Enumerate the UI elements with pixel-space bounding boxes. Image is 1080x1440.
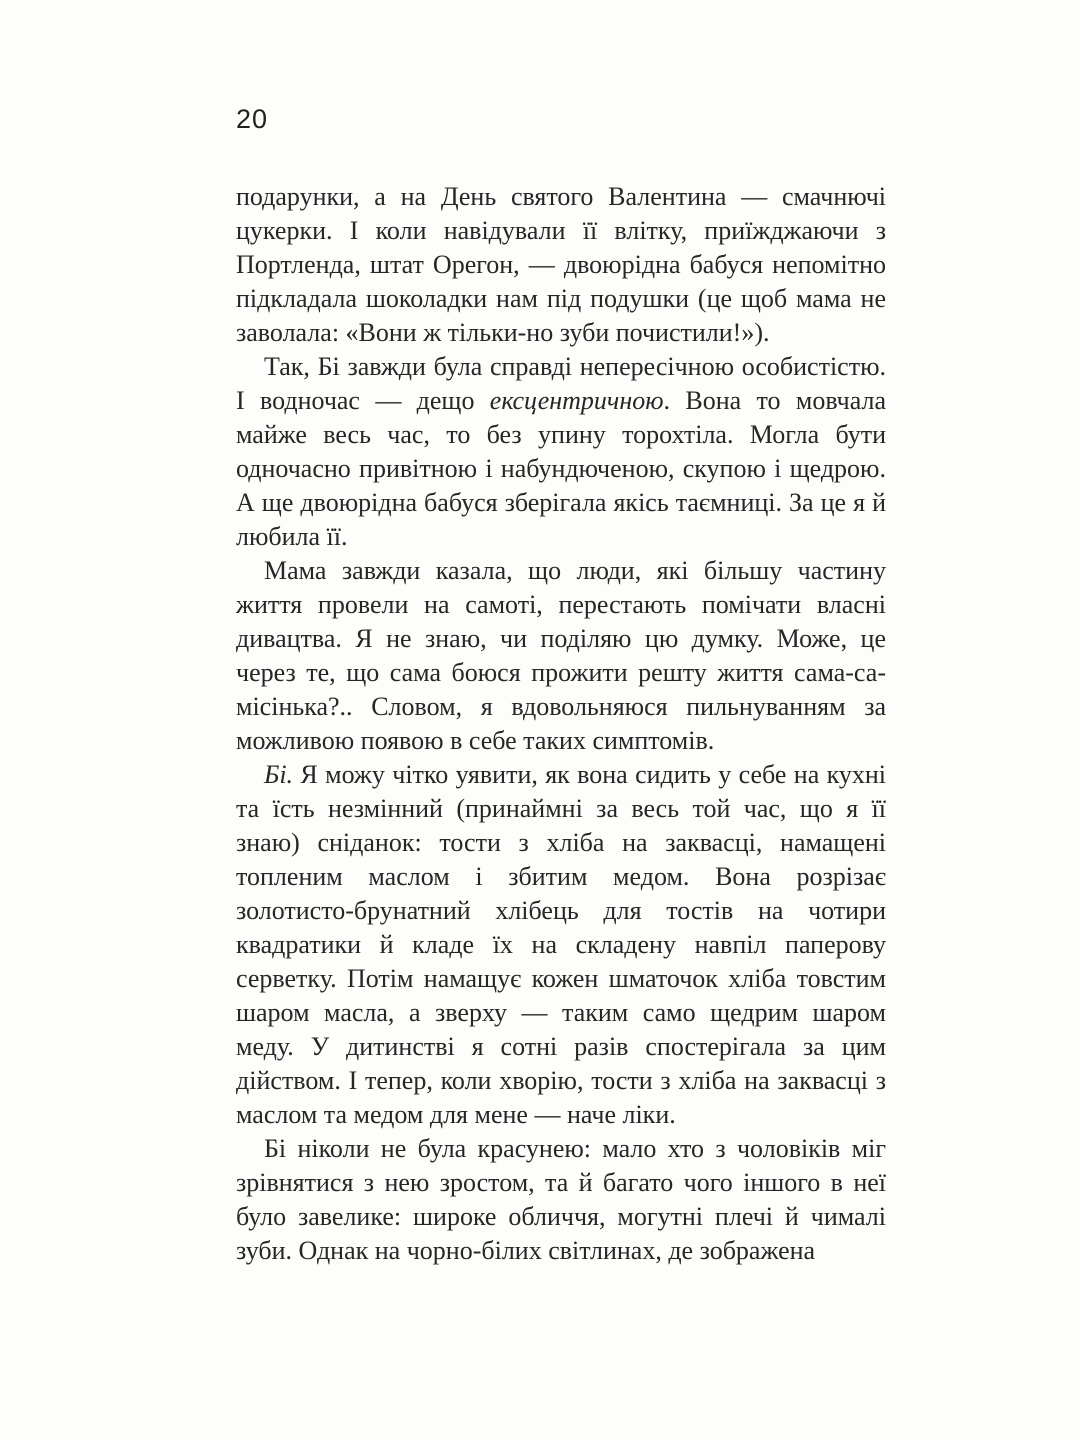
text-segment: Мама завжди казала, що люди, які більшу частину життя провели на самоті, перестають помічати власні дивацтва. Я не знаю, чи поділяю цю думку. Може, це через те, що сама боюся прожити решту життя сама-самісінька?.. Словом, я вдовольняюся пильнуванням за можливою появою в себе таких симптомів.: [236, 556, 886, 755]
paragraph: [236, 554, 886, 758]
text-segment: Бі ніколи не була красунею: мало хто з чоловіків міг зрівнятися з нею зростом, та й багато чого іншого в неї було завелике: широке обличчя, могутні плечі й чималі зуби. Однак на чорно-білих світлинах, де зображена: [236, 1134, 886, 1265]
text-segment: подарунки, а на День святого Валентина — смачнючі цукерки. І коли навідували її влітку, приїжджаючи з Портленда, штат Орегон, — двоюрідна бабуся непомітно підкладала шоколадки нам під подушки (це щоб мама не заволала: «Вони ж тільки-но зуби почистили!»).: [236, 182, 886, 347]
text-segment: ексцентричною: [489, 386, 664, 415]
paragraph: [236, 350, 886, 554]
paragraph: [236, 758, 886, 1132]
paragraph: [236, 1132, 886, 1268]
paragraph: [236, 180, 886, 350]
page-text: [236, 180, 886, 1268]
text-segment: Я можу чітко уявити, як вона сидить у себе на кухні та їсть незмінний (принаймні за весь той час, що я її знаю) сніданок: тости з хліба на заквасці, намащені топленим маслом і збитим медом. Вона розрізає золотисто-брунатний хлібець для тостів на чотири квадратики й кладе їх на складену навпіл паперову серветку. Потім намащує кожен шматочок хліба товстим шаром масла, а зверху — таким само щедрим шаром меду. У дитинстві я сотні разів спостерігала за цим дійством. І тепер, коли хворію, тости з хліба на заквасці з маслом та медом для мене — наче ліки.: [236, 760, 886, 1129]
text-segment: Так, Бі завжди була справді непересічною особистістю. І водночас — дещо: [236, 352, 886, 415]
page-number: 20: [236, 104, 269, 134]
text-segment: . Вона то мовчала майже весь час, то без упину торохтіла. Могла бути одночасно привітною і набундюченою, скупою і щедрою. А ще двоюрідна бабуся зберігала якісь таємниці. За це я й любила її.: [236, 386, 886, 551]
text-segment: Бі.: [264, 760, 294, 789]
